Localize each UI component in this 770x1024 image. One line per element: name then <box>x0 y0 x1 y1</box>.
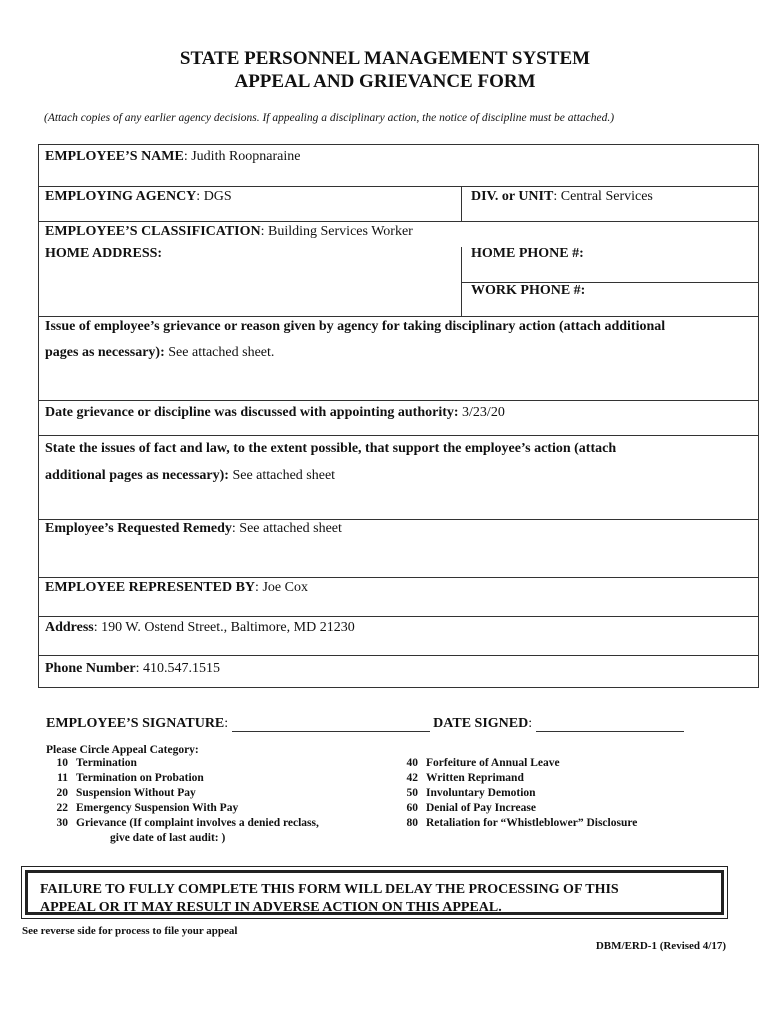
classification-field[interactable]: EMPLOYEE’S CLASSIFICATION: Building Services Worker <box>45 224 413 239</box>
row-divider <box>39 221 758 222</box>
row-divider <box>39 577 758 578</box>
appeal-category-option[interactable] <box>46 757 137 769</box>
issue-field[interactable] <box>45 314 665 366</box>
represented-label: EMPLOYEE REPRESENTED BY <box>45 580 256 595</box>
warning-line1: FAILURE TO FULLY COMPLETE THIS FORM WILL DELAY THE PROCESSING OF THIS <box>40 882 619 897</box>
category-code: 80 <box>406 817 418 829</box>
row-divider <box>39 519 758 520</box>
column-divider <box>461 247 462 316</box>
representative-address-field[interactable]: Address: 190 W. Ostend Street., Baltimore, MD 21230 <box>45 620 355 635</box>
form-number: DBM/ERD-1 (Revised 4/17) <box>595 940 726 952</box>
category-code: 42 <box>406 772 418 784</box>
address-label: Address <box>45 620 94 635</box>
div-label: DIV. or UNIT <box>471 189 554 204</box>
work-phone-label: WORK PHONE #: <box>471 283 586 298</box>
signature-row: EMPLOYEE’S SIGNATURE: DATE SIGNED: <box>46 716 684 732</box>
row-divider <box>39 400 758 401</box>
date-signed-label: DATE SIGNED <box>433 716 529 731</box>
employee-name-field[interactable]: EMPLOYEE’S NAME: Judith Roopnaraine <box>45 149 301 164</box>
appeal-category-option[interactable] <box>396 817 637 829</box>
phone-label: Phone Number <box>45 661 136 676</box>
employing-agency-field[interactable]: EMPLOYING AGENCY: DGS <box>45 189 232 204</box>
appeal-category-option[interactable] <box>396 772 524 784</box>
category-code: 60 <box>406 802 418 814</box>
category-code: 10 <box>56 757 68 769</box>
reverse-side-note: See reverse side for process to file your appeal <box>22 925 238 937</box>
employee-name-value: Judith Roopnaraine <box>191 149 301 164</box>
category-label: Denial of Pay Increase <box>426 802 536 814</box>
classification-label: EMPLOYEE’S CLASSIFICATION <box>45 224 261 239</box>
represented-value: Joe Cox <box>262 580 308 595</box>
category-label: Written Reprimand <box>426 772 524 784</box>
represented-by-field[interactable]: EMPLOYEE REPRESENTED BY: Joe Cox <box>45 580 308 595</box>
appeal-category-option[interactable] <box>396 757 560 769</box>
appeal-category-option[interactable] <box>396 787 536 799</box>
requested-remedy-field[interactable]: Employee’s Requested Remedy: See attached sheet <box>45 521 342 536</box>
appeal-category-option[interactable] <box>396 802 536 814</box>
category-code: 22 <box>56 802 68 814</box>
category-code: 30 <box>56 817 68 829</box>
row-divider <box>39 655 758 656</box>
category-label: Termination on Probation <box>76 772 204 784</box>
home-address-label: HOME ADDRESS: <box>45 246 163 261</box>
row-divider <box>39 186 758 187</box>
remedy-value: See attached sheet <box>239 521 342 536</box>
category-code: 20 <box>56 787 68 799</box>
signature-line[interactable] <box>232 731 430 732</box>
category-label: Involuntary Demotion <box>426 787 536 799</box>
appeal-category-option[interactable] <box>46 772 204 784</box>
work-phone-field[interactable] <box>471 283 585 299</box>
phone-value: 410.547.1515 <box>143 661 221 676</box>
appeal-form-table <box>38 144 759 688</box>
attachment-note: (Attach copies of any earlier agency decisions. If appealing a disciplinary action, the notice of discipline must be attached.) <box>44 112 615 124</box>
category-label: Termination <box>76 757 137 769</box>
home-phone-field[interactable] <box>471 246 584 262</box>
facts-label-line2: additional pages as necessary): <box>45 468 229 483</box>
column-divider <box>461 186 462 221</box>
date-discussed-value: 3/23/20 <box>462 405 505 420</box>
facts-value: See attached sheet <box>232 468 336 483</box>
classification-value: Building Services Worker <box>268 224 413 239</box>
representative-phone-field[interactable]: Phone Number: 410.547.1515 <box>45 661 221 676</box>
home-phone-label: HOME PHONE #: <box>471 246 584 261</box>
row-divider <box>39 616 758 617</box>
warning-line2: APPEAL OR IT MAY RESULT IN ADVERSE ACTION ON THIS APPEAL. <box>40 900 502 915</box>
facts-label-line1: State the issues of fact and law, to the extent possible, that support the employee’s action (attach <box>45 441 617 456</box>
div-value: Central Services <box>560 189 653 204</box>
category-label: Grievance (If complaint involves a denied reclass, <box>76 817 319 829</box>
appeal-category-option[interactable] <box>46 787 196 799</box>
warning-box <box>21 866 728 919</box>
audit-date-line: give date of last audit: ) <box>110 832 226 844</box>
appeal-category-option[interactable] <box>46 802 238 814</box>
address-value: 190 W. Ostend Street., Baltimore, MD 21230 <box>101 620 355 635</box>
agency-value: DGS <box>203 189 232 204</box>
category-label: Suspension Without Pay <box>76 787 196 799</box>
warning-text <box>25 870 724 915</box>
category-label: Retaliation for “Whistleblower” Disclosure <box>426 817 638 829</box>
form-title: STATE PERSONNEL MANAGEMENT SYSTEM <box>179 48 591 69</box>
date-signed-line[interactable] <box>536 731 684 732</box>
appeal-category-heading: Please Circle Appeal Category: <box>46 744 199 756</box>
form-subtitle: APPEAL AND GRIEVANCE FORM <box>234 71 536 92</box>
issue-label-line2: pages as necessary): <box>45 345 165 360</box>
issue-label-line1: Issue of employee’s grievance or reason given by agency for taking disciplinary action (attach additional <box>45 319 666 334</box>
category-code: 50 <box>406 787 418 799</box>
category-label: Emergency Suspension With Pay <box>76 802 239 814</box>
remedy-label: Employee’s Requested Remedy <box>45 521 232 536</box>
issue-value: See attached sheet. <box>168 345 275 360</box>
div-unit-field[interactable]: DIV. or UNIT: Central Services <box>471 189 653 204</box>
agency-label: EMPLOYING AGENCY <box>45 189 197 204</box>
signature-label: EMPLOYEE’S SIGNATURE <box>46 716 225 731</box>
date-discussed-field[interactable] <box>45 405 505 421</box>
category-label: Forfeiture of Annual Leave <box>426 757 560 769</box>
facts-field[interactable] <box>45 435 616 489</box>
date-discussed-label: Date grievance or discipline was discussed with appointing authority: <box>45 405 459 420</box>
employee-name-label: EMPLOYEE’S NAME <box>45 149 184 164</box>
category-code: 11 <box>57 772 68 784</box>
home-address-field[interactable] <box>45 246 162 262</box>
category-code: 40 <box>406 757 418 769</box>
appeal-category-option[interactable] <box>46 817 319 829</box>
